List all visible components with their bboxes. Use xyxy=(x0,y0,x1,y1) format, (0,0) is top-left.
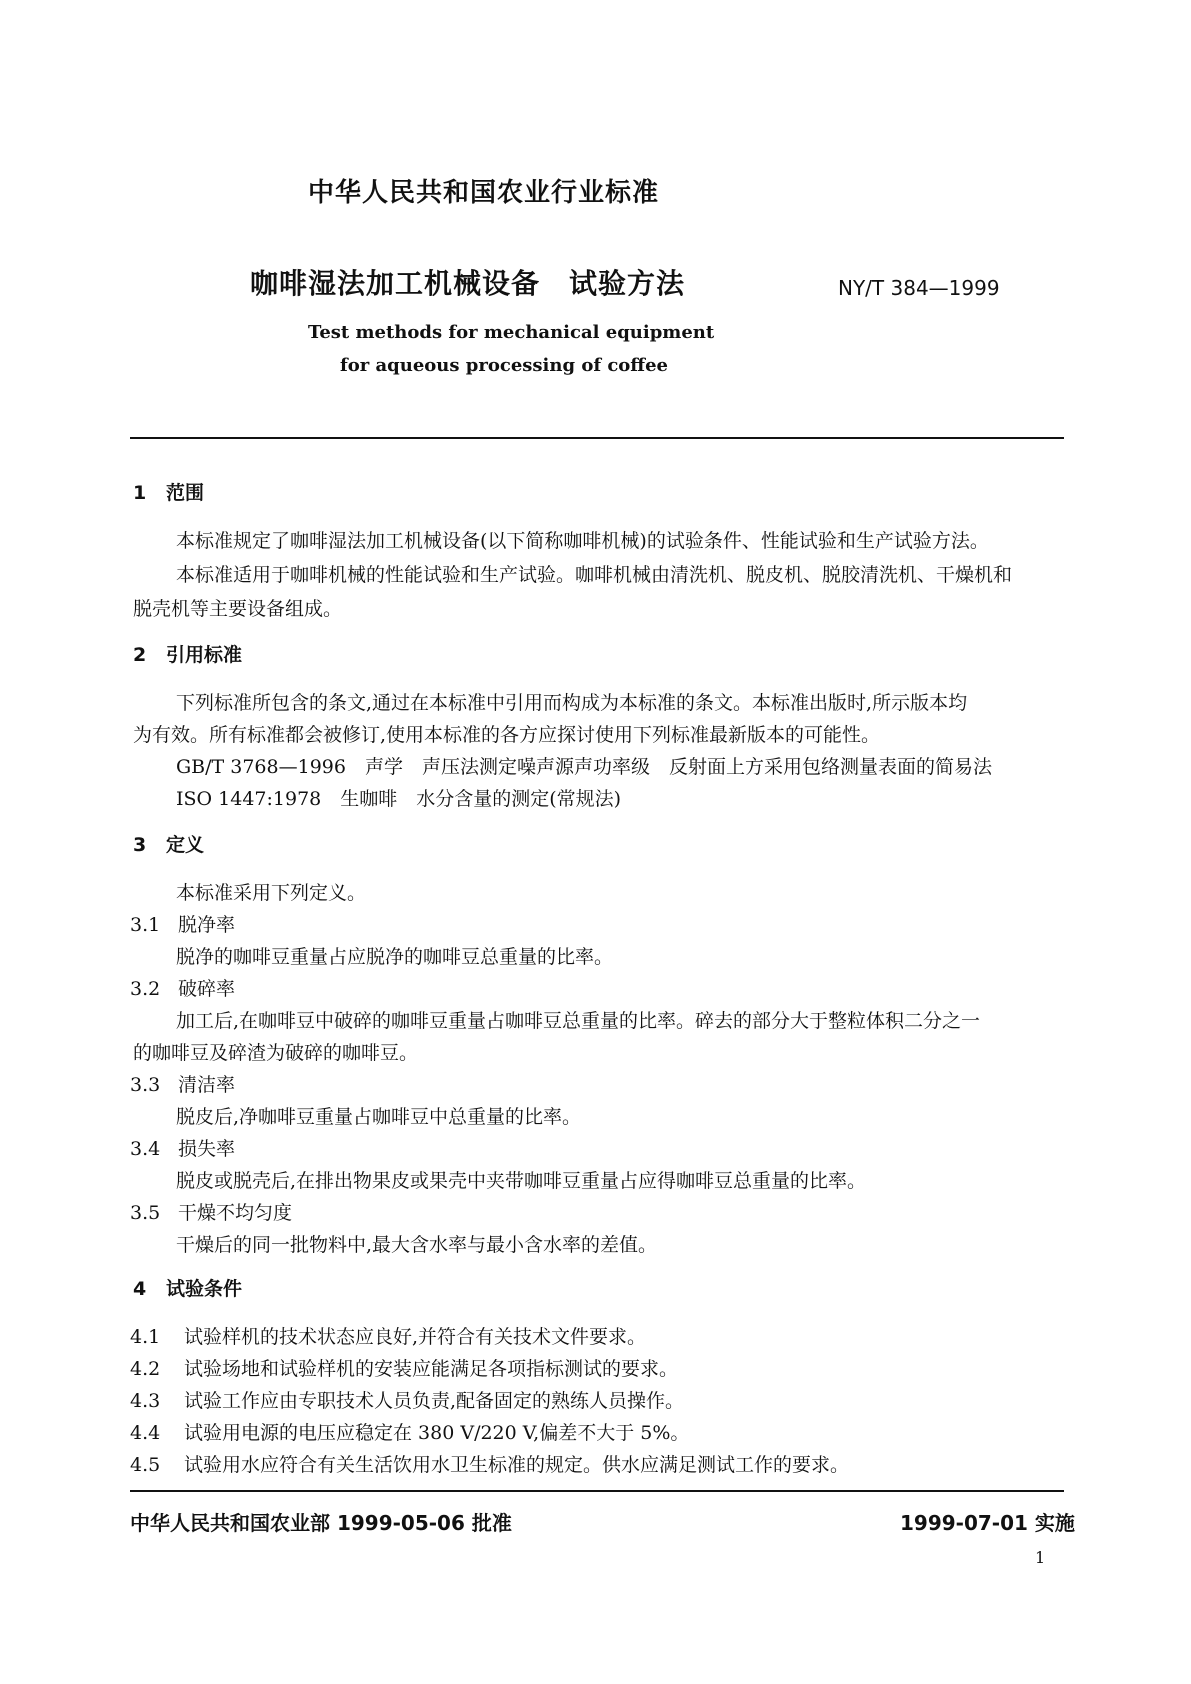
definition-term: 破碎率 xyxy=(178,978,236,1000)
definition-3-3-text: 脱皮后,净咖啡豆重量占咖啡豆中总重量的比率。 xyxy=(176,1106,582,1128)
condition-text: 试验样机的技术状态应良好,并符合有关技术文件要求。 xyxy=(184,1326,647,1348)
definition-term: 脱净率 xyxy=(178,914,236,936)
section-3-heading xyxy=(133,830,204,857)
condition-text: 试验用水应符合有关生活饮用水卫生标准的规定。供水应满足测试工作的要求。 xyxy=(184,1454,850,1476)
reference-gb-t-3768: GB/T 3768—1996 声学 声压法测定噪声源声功率级 反射面上方采用包络测量表面的简易法 xyxy=(176,756,992,778)
condition-text: 试验工作应由专职技术人员负责,配备固定的熟练人员操作。 xyxy=(184,1390,685,1412)
condition-number: 4.2 xyxy=(130,1358,161,1380)
condition-text: 试验用电源的电压应稳定在 380 V/220 V,偏差不大于 5%。 xyxy=(184,1422,690,1444)
condition-item xyxy=(130,1450,849,1477)
condition-item xyxy=(130,1386,684,1413)
definition-term: 干燥不均匀度 xyxy=(178,1202,293,1224)
definition-number: 3.2 xyxy=(130,978,161,1000)
definition-3-4-text: 脱皮或脱壳后,在排出物果皮或果壳中夹带咖啡豆重量占应得咖啡豆总重量的比率。 xyxy=(176,1170,867,1192)
definition-term: 清洁率 xyxy=(178,1074,236,1096)
effective-date: 1999-07-01 实施 xyxy=(900,1511,1075,1535)
definition-term: 损失率 xyxy=(178,1138,236,1160)
section-1-paragraph-2-line-2: 脱壳机等主要设备组成。 xyxy=(133,598,343,620)
condition-number: 4.5 xyxy=(130,1454,161,1476)
definition-3-2-text-line-2: 的咖啡豆及碎渣为破碎的咖啡豆。 xyxy=(133,1042,419,1064)
section-1-paragraph-2-line-1: 本标准适用于咖啡机械的性能试验和生产试验。咖啡机械由清洗机、脱皮机、脱胶清洗机、干燥机和 xyxy=(176,564,1013,586)
section-title: 试验条件 xyxy=(166,1278,243,1300)
section-3-intro: 本标准采用下列定义。 xyxy=(176,882,367,904)
section-number: 4 xyxy=(133,1278,147,1300)
reference-iso-1447: ISO 1447:1978 生咖啡 水分含量的测定(常规法) xyxy=(176,788,622,810)
section-1-heading xyxy=(133,478,204,505)
standard-category-title: 中华人民共和国农业行业标准 xyxy=(308,178,660,208)
section-title: 定义 xyxy=(166,834,205,856)
condition-item xyxy=(130,1322,646,1349)
section-4-heading xyxy=(133,1274,242,1301)
condition-text: 试验场地和试验样机的安装应能满足各项指标测试的要求。 xyxy=(184,1358,679,1380)
english-title-line-2: for aqueous processing of coffee xyxy=(340,355,668,376)
definition-3-4-heading xyxy=(130,1134,235,1161)
definition-number: 3.5 xyxy=(130,1202,161,1224)
section-number: 1 xyxy=(133,482,147,504)
definition-3-2-text-line-1: 加工后,在咖啡豆中破碎的咖啡豆重量占咖啡豆总重量的比率。碎去的部分大于整粒体积二分之一 xyxy=(176,1010,981,1032)
section-title: 范围 xyxy=(166,482,205,504)
condition-item xyxy=(130,1418,689,1445)
document-title: 咖啡湿法加工机械设备 试验方法 xyxy=(250,267,686,300)
section-number: 2 xyxy=(133,644,147,666)
section-2-paragraph-line-1: 下列标准所包含的条文,通过在本标准中引用而构成为本标准的条文。本标准出版时,所示版本均 xyxy=(176,692,968,714)
definition-number: 3.4 xyxy=(130,1138,161,1160)
definition-3-3-heading xyxy=(130,1070,235,1097)
section-2-heading xyxy=(133,640,242,667)
definition-3-5-heading xyxy=(130,1198,292,1225)
definition-3-2-heading xyxy=(130,974,235,1001)
header-divider xyxy=(130,437,1064,439)
section-number: 3 xyxy=(133,834,147,856)
definition-3-1-heading xyxy=(130,910,235,937)
approval-line: 中华人民共和国农业部 1999-05-06 批准 xyxy=(130,1511,512,1535)
footer-divider xyxy=(130,1490,1064,1492)
section-1-paragraph-1: 本标准规定了咖啡湿法加工机械设备(以下简称咖啡机械)的试验条件、性能试验和生产试验方法。 xyxy=(176,530,989,552)
definition-number: 3.1 xyxy=(130,914,161,936)
section-2-paragraph-line-2: 为有效。所有标准都会被修订,使用本标准的各方应探讨使用下列标准最新版本的可能性。 xyxy=(133,724,881,746)
definition-3-5-text: 干燥后的同一批物料中,最大含水率与最小含水率的差值。 xyxy=(176,1234,658,1256)
condition-item xyxy=(130,1354,678,1381)
definition-number: 3.3 xyxy=(130,1074,161,1096)
standard-code: NY/T 384—1999 xyxy=(838,276,1000,300)
page-number: 1 xyxy=(1035,1548,1046,1567)
condition-number: 4.1 xyxy=(130,1326,161,1348)
definition-3-1-text: 脱净的咖啡豆重量占应脱净的咖啡豆总重量的比率。 xyxy=(176,946,614,968)
condition-number: 4.4 xyxy=(130,1422,161,1444)
section-title: 引用标准 xyxy=(166,644,243,666)
english-title-line-1: Test methods for mechanical equipment xyxy=(308,322,715,343)
condition-number: 4.3 xyxy=(130,1390,161,1412)
